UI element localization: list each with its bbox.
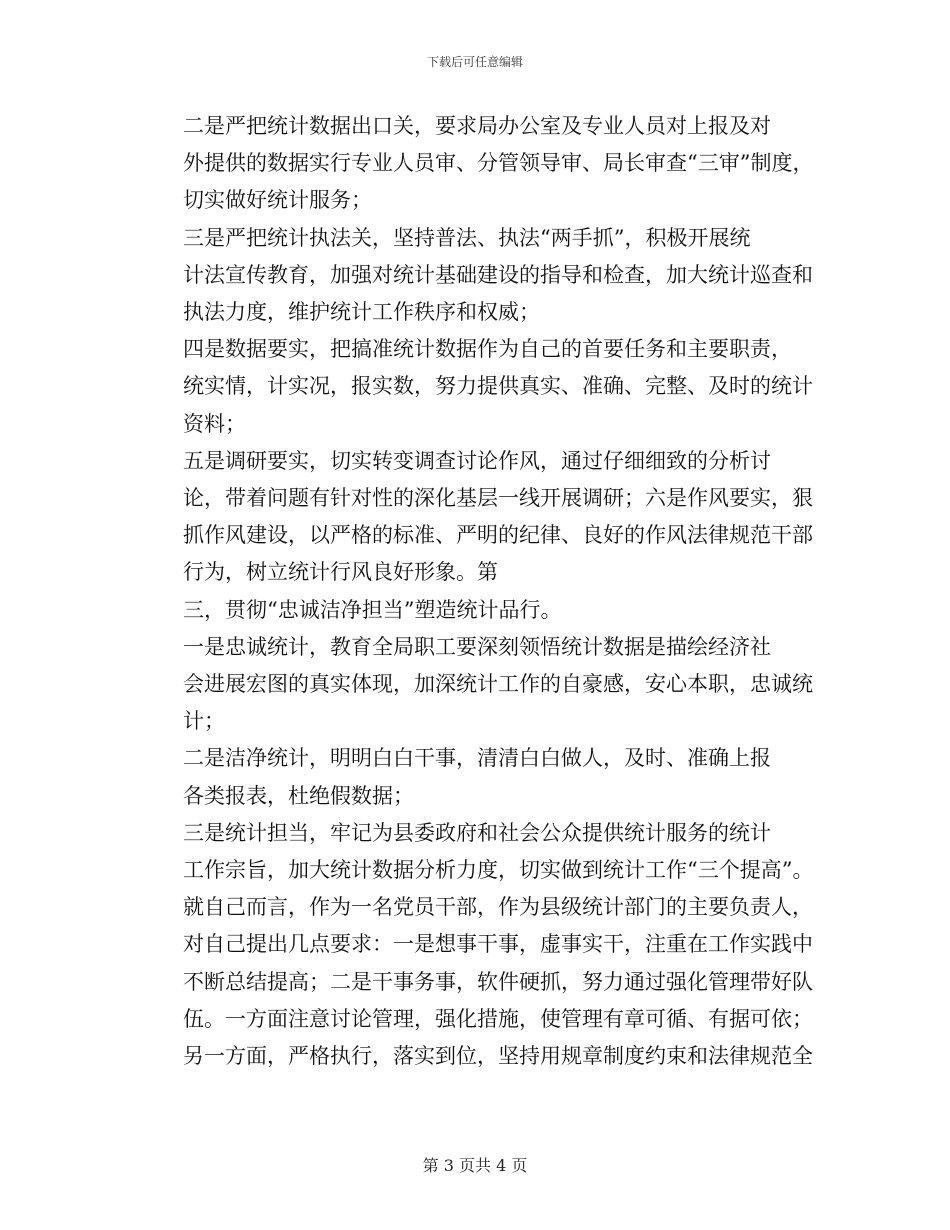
text-line: 三，贯彻“忠诚洁净担当”塑造统计品行。 (183, 597, 562, 622)
paragraph (141, 629, 813, 741)
document-body (141, 108, 813, 1075)
text-line: 计法宣传教育，加强对统计基础建设的指导和检查，加大统计巡查和 (183, 262, 813, 287)
page-header-note: 下载后可任意编辑 (426, 55, 523, 69)
text-line: 抓作风建设，以严格的标准、严明的纪律、良好的作风法律规范干部 (183, 523, 813, 548)
paragraph (141, 220, 813, 332)
text-line: 四是数据要实，把搞准统计数据作为自己的首要任务和主要职责， (183, 337, 792, 362)
text-line: 伍。一方面注意讨论管理，强化措施，使管理有章可循、有据可依； (183, 1006, 813, 1031)
text-line: 资料； (183, 411, 246, 436)
paragraph (141, 443, 813, 592)
paragraph (141, 815, 813, 1075)
page-number: 第 3 页共 4 页 (422, 1156, 528, 1175)
text-line: 工作宗旨，加大统计数据分析力度，切实做到统计工作“三个提高”。 (183, 858, 814, 883)
text-line: 五是调研要实，切实转变调查讨论作风，通过仔细细致的分析讨 (183, 448, 771, 473)
text-line: 外提供的数据实行专业人员审、分管领导审、局长审查“三审”制度， (183, 151, 814, 176)
paragraph (141, 740, 813, 814)
text-line: 各类报表，杜绝假数据； (183, 783, 414, 808)
text-line: 统实情，计实况，报实数，努力提供真实、准确、完整、及时的统计 (183, 374, 813, 399)
text-line: 会进展宏图的真实体现，加深统计工作的自豪感，安心本职，忠诚统 (183, 672, 813, 697)
text-line: 三是统计担当，牢记为县委政府和社会公众提供统计服务的统计 (183, 820, 771, 845)
text-line: 三是严把统计执法关，坚持普法、执法“两手抓”，积极开展统 (183, 225, 751, 250)
text-line: 执法力度，维护统计工作秩序和权威； (183, 300, 540, 325)
text-line: 另一方面，严格执行，落实到位，坚持用规章制度约束和法律规范全 (183, 1044, 813, 1069)
paragraph (141, 108, 813, 220)
text-line: 二是洁净统计，明明白白干事，清清白白做人，及时、准确上报 (183, 746, 771, 771)
text-line: 论，带着问题有针对性的深化基层一线开展调研；六是作风要实，狠 (183, 486, 813, 511)
text-line: 行为，树立统计行风良好形象。第 (183, 560, 498, 585)
text-line: 计； (183, 709, 225, 734)
text-line: 一是忠诚统计，教育全局职工要深刻领悟统计数据是描绘经济社 (183, 634, 771, 659)
text-line: 不断总结提高；二是干事务事，软件硬抓，努力通过强化管理带好队 (183, 969, 813, 994)
text-line: 就自己而言，作为一名党员干部，作为县级统计部门的主要负责人， (183, 895, 813, 920)
text-line: 对自己提出几点要求：一是想事干事，虚事实干，注重在工作实践中 (183, 932, 813, 957)
text-line: 切实做好统计服务； (183, 188, 372, 213)
paragraph (141, 592, 813, 629)
paragraph (141, 331, 813, 443)
text-line: 二是严把统计数据出口关，要求局办公室及专业人员对上报及对 (183, 114, 771, 138)
